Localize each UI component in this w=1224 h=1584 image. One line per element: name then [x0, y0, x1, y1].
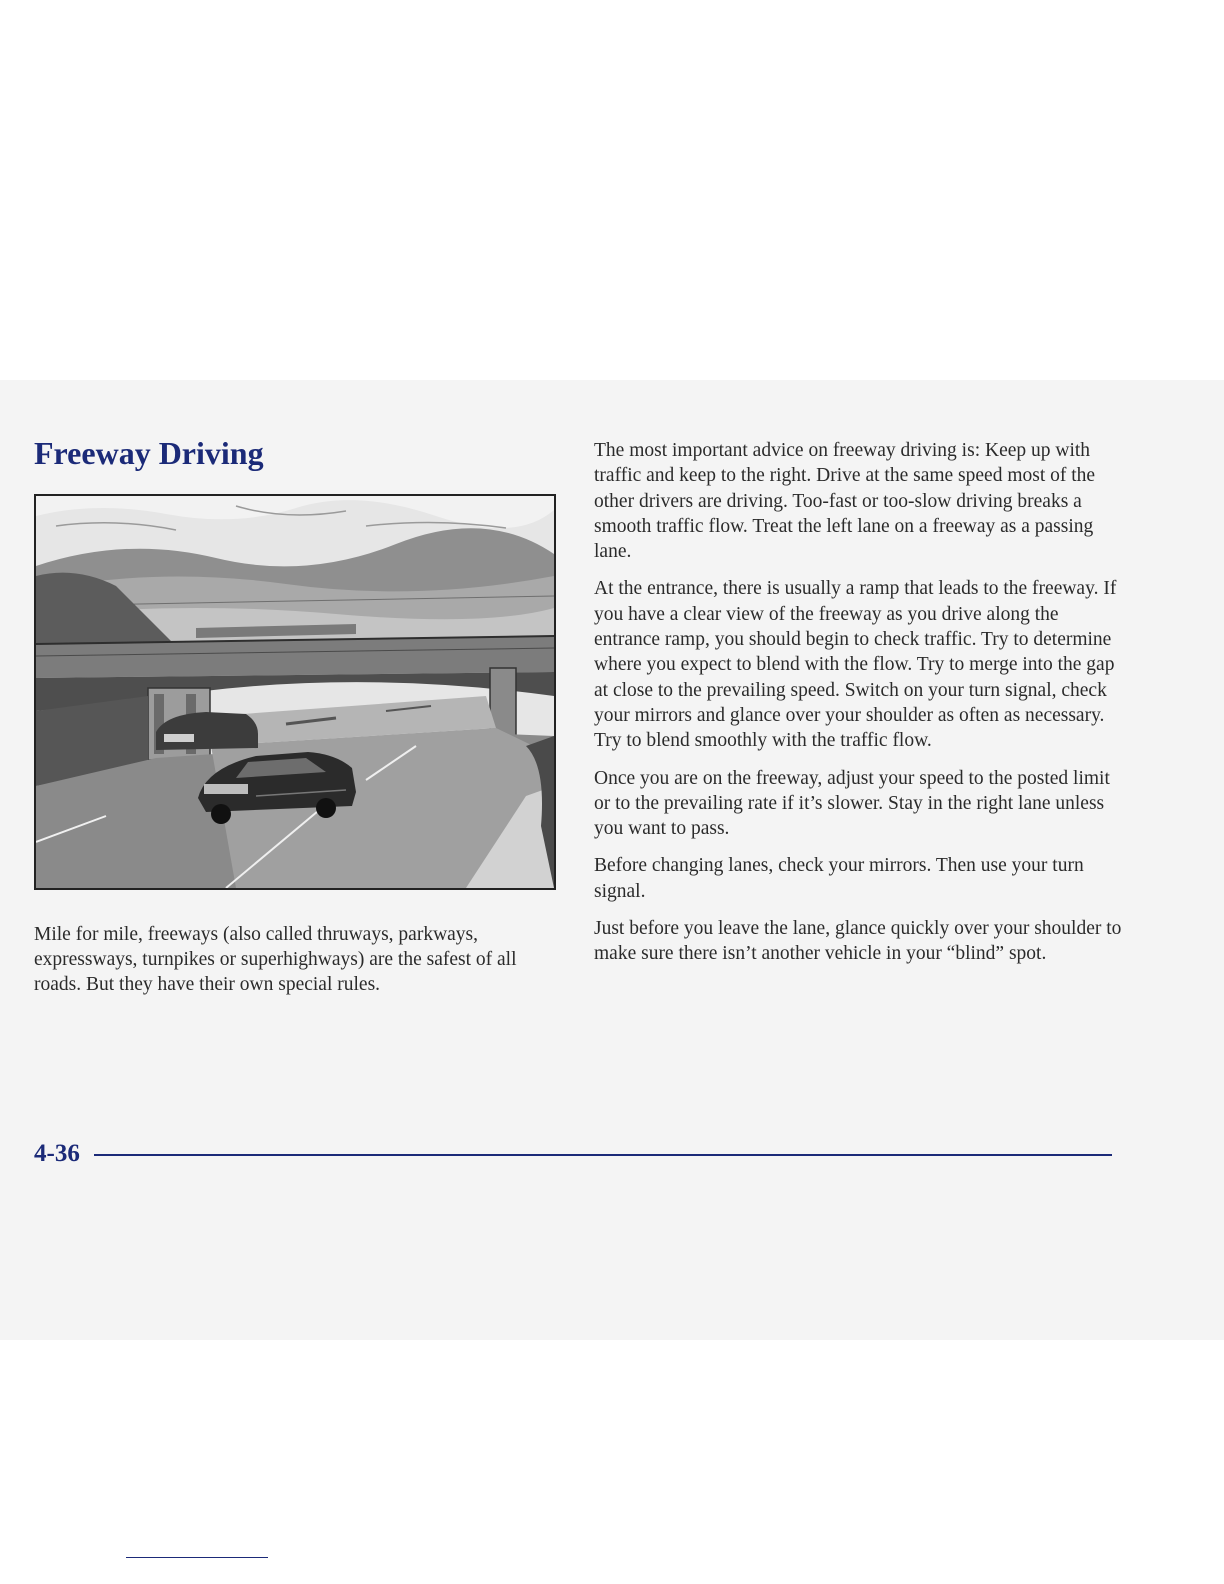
left-column [34, 434, 560, 995]
bottom-divider [126, 1557, 268, 1558]
paragraph-changing-lanes: Before changing lanes, check your mirrors. Then use your turn signal. [594, 855, 1084, 902]
paragraph-blind-spot: Just before you leave the lane, glance quickly over your shoulder to make sure there isn’t another vehicle in your “blind” spot. [594, 918, 1122, 965]
page-number: 4-36 [34, 1140, 80, 1167]
footer-rule [94, 1154, 1112, 1156]
freeway-illustration [34, 494, 556, 890]
paragraph-on-freeway: Once you are on the freeway, adjust your speed to the posted limit or to the prevailing rate if it’s slower. Stay in the right lane unless you want to pass. [594, 767, 1110, 840]
right-column [594, 438, 1124, 979]
paragraph-keep-up: The most important advice on freeway driving is: Keep up with traffic and keep to the right. Drive at the same speed most of the other drivers are driving. Too-fast or too-slow driving breaks a smooth traffic flow. Treat the left lane on a freeway as a passing lane. [594, 440, 1096, 563]
section-title: Freeway Driving [34, 435, 264, 471]
paragraph-entrance-ramp: At the entrance, there is usually a ramp that leads to the freeway. If you have a clear view of the freeway as you drive along the entrance ramp, you should begin to check traffic. Try to determine where you expect to blend with the flow. Try to merge into the gap at close to the prevailing speed. Switch on your turn signal, check your mirrors and glance over your shoulder as often as necessary. Try to blend smoothly with the traffic flow. [594, 578, 1117, 752]
freeway-drawing [36, 496, 554, 888]
page-footer [34, 1138, 1114, 1174]
intro-paragraph: Mile for mile, freeways (also called thruways, parkways, expressways, turnpikes or superhighways) are the safest of all roads. But they have their own special rules. [34, 924, 517, 995]
